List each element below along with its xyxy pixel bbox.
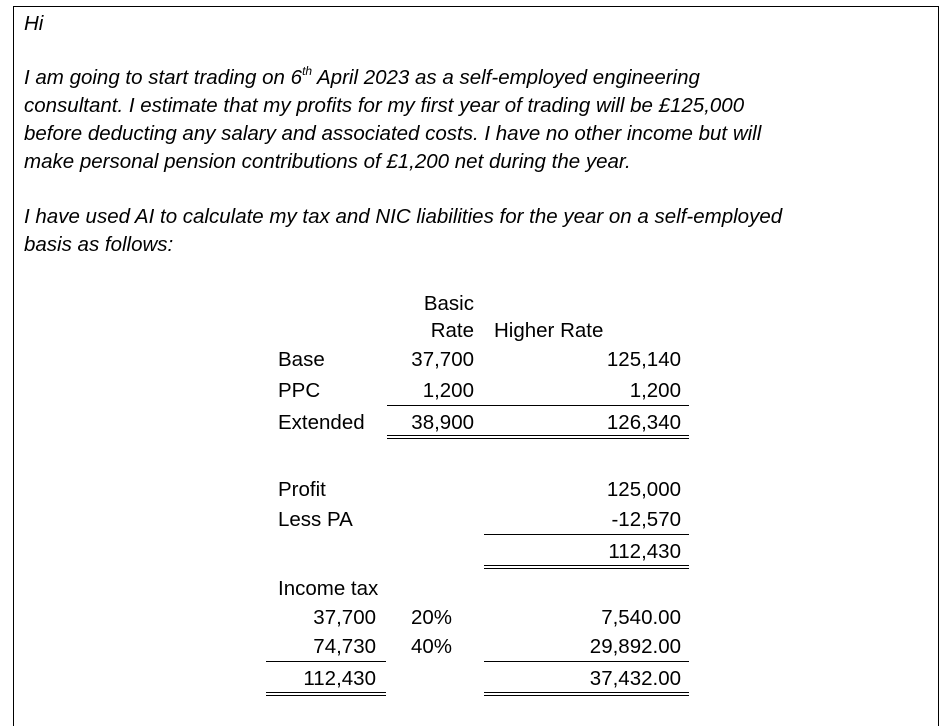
header-basic-rate-line-1: Basic bbox=[423, 292, 474, 315]
less-pa-value: -12,570 bbox=[611, 508, 681, 531]
ordinal-suffix: th bbox=[302, 64, 313, 79]
total-double-rule bbox=[387, 435, 689, 439]
amount-total-double-rule bbox=[266, 692, 386, 696]
tax-higher-value: 29,892.00 bbox=[589, 635, 681, 658]
band-amount-higher: 74,730 bbox=[313, 635, 376, 658]
header-basic-rate-line-2: Rate bbox=[430, 319, 474, 342]
ai-paragraph-line-1: I have used AI to calculate my tax and NIC liabilities for the year on a self-employed bbox=[24, 205, 783, 228]
intro-paragraph-line-3: before deducting any salary and associated costs. I have no other income but will bbox=[24, 122, 762, 145]
tax-basic-value: 7,540.00 bbox=[601, 606, 681, 629]
ppc-basic-value: 1,200 bbox=[422, 379, 474, 402]
tax-total-value: 37,432.00 bbox=[589, 667, 681, 690]
ai-paragraph-line-2: basis as follows: bbox=[24, 233, 174, 256]
extended-basic-value: 38,900 bbox=[411, 411, 474, 434]
income-tax-heading: Income tax bbox=[278, 577, 379, 600]
subtotal-rule bbox=[387, 405, 689, 406]
taxable-subtotal-rule bbox=[484, 534, 689, 535]
row-label-extended: Extended bbox=[278, 411, 365, 434]
ppc-higher-value: 1,200 bbox=[629, 379, 681, 402]
row-label-ppc: PPC bbox=[278, 379, 321, 402]
band-amount-basic: 37,700 bbox=[313, 606, 376, 629]
taxable-double-rule bbox=[484, 565, 689, 569]
extended-higher-value: 126,340 bbox=[606, 411, 681, 434]
intro-paragraph-line-1: I am going to start trading on 6th April 2023 as a self-employed engineering bbox=[24, 64, 700, 89]
base-basic-value: 37,700 bbox=[411, 348, 474, 371]
profit-value: 125,000 bbox=[606, 478, 681, 501]
band-rate-higher: 40% bbox=[411, 635, 453, 658]
tax-subtotal-rule bbox=[484, 661, 689, 662]
tax-total-double-rule bbox=[484, 692, 689, 696]
less-pa-label: Less PA bbox=[278, 508, 353, 531]
intro-paragraph-line-2: consultant. I estimate that my profits for my first year of trading will be £125,000 bbox=[24, 94, 745, 117]
band-rate-basic: 20% bbox=[411, 606, 453, 629]
header-higher-rate: Higher Rate bbox=[494, 319, 604, 342]
greeting: Hi bbox=[24, 12, 44, 35]
profit-label: Profit bbox=[278, 478, 326, 501]
band-amount-total: 112,430 bbox=[303, 667, 376, 690]
row-label-base: Base bbox=[278, 348, 325, 371]
taxable-income-value: 112,430 bbox=[608, 540, 681, 563]
intro-paragraph-line-4: make personal pension contributions of £1,200 net during the year. bbox=[24, 150, 631, 173]
base-higher-value: 125,140 bbox=[606, 348, 681, 371]
amount-subtotal-rule bbox=[266, 661, 386, 662]
